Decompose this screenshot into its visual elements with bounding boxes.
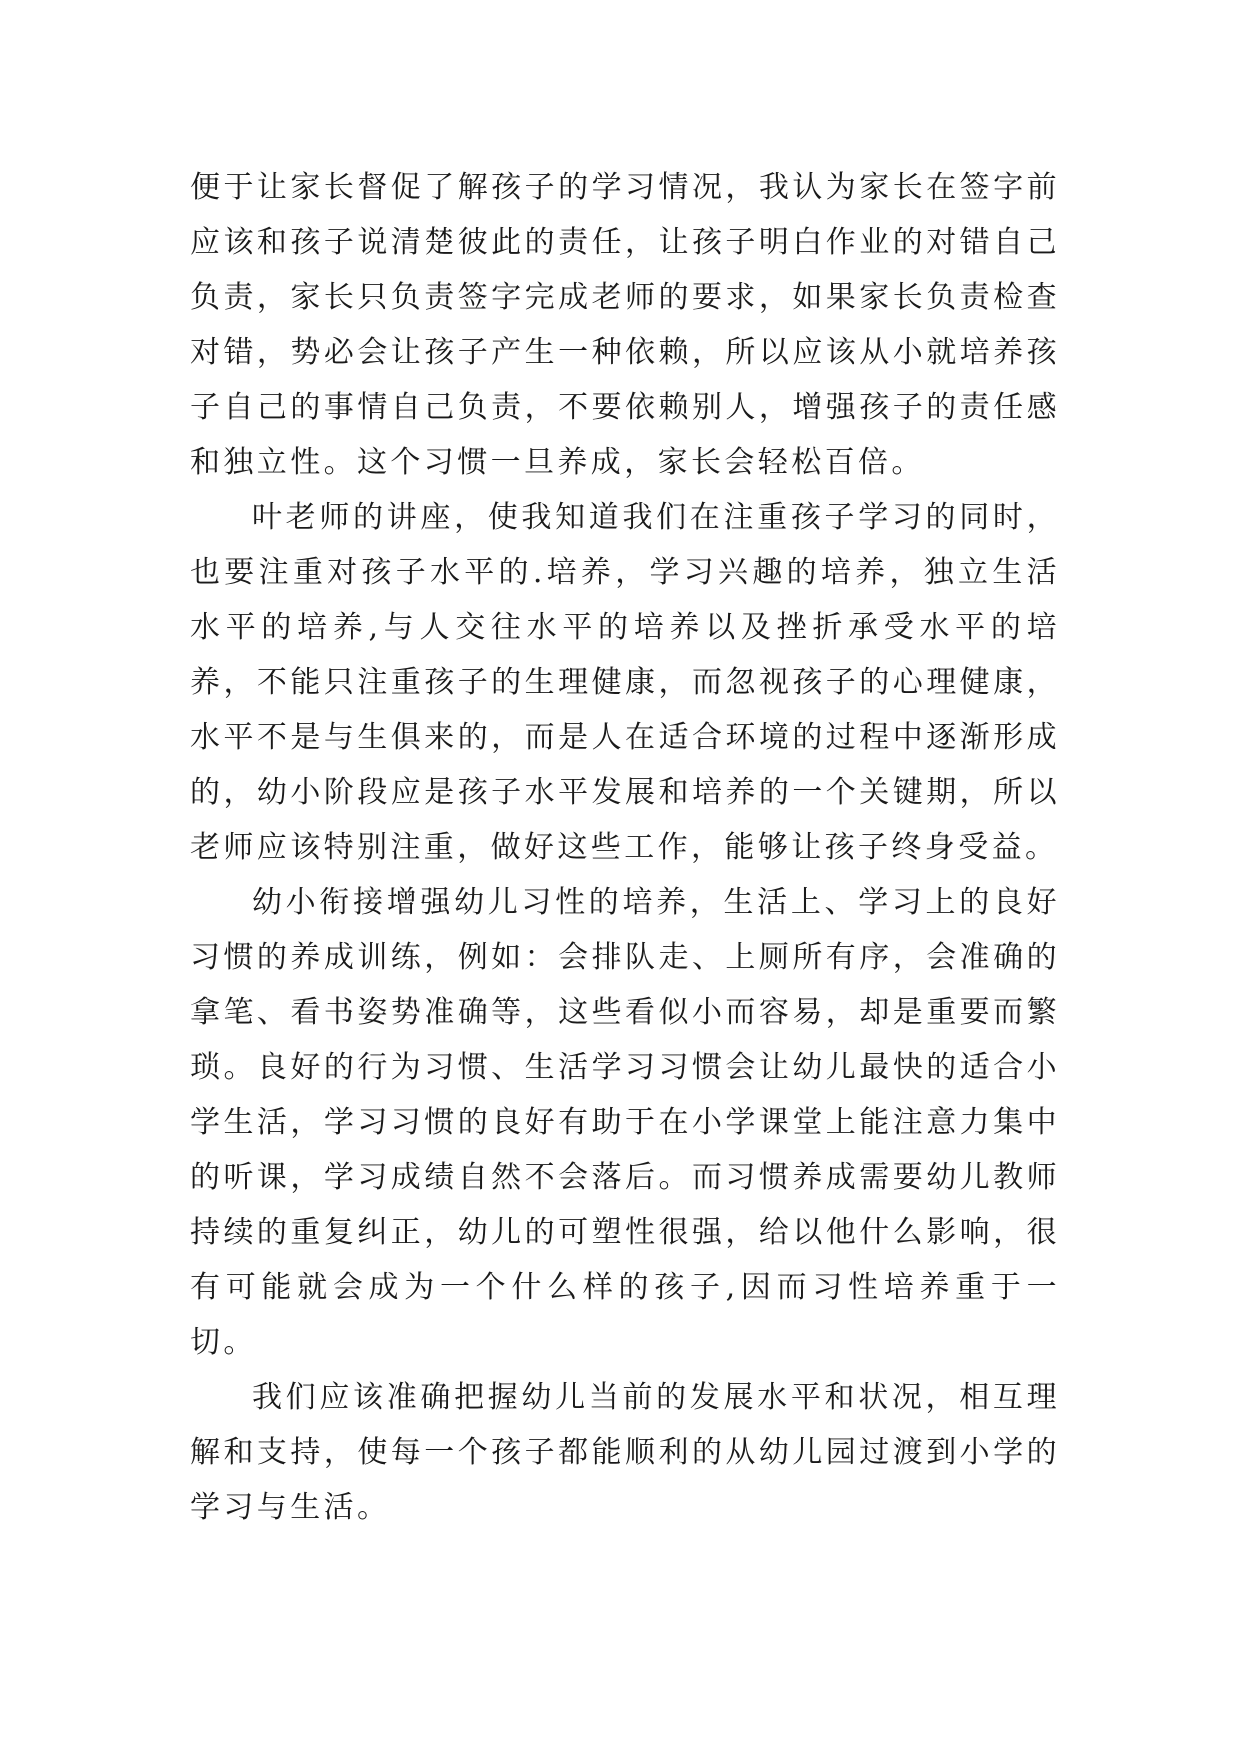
paragraph-1: 便于让家长督促了解孩子的学习情况，我认为家长在签字前应该和孩子说清楚彼此的责任，让孩子明白作业的对错自己负责，家长只负责签字完成老师的要求，如果家长负责检查对错，势必会让孩子产生一种依赖，所以应该从小就培养孩子自己的事情自己负责，不要依赖别人，增强孩子的责任感和独立性。这个习惯一旦养成，家长会轻松百倍。 — [190, 170, 1060, 480]
paragraph-2: 叶老师的讲座，使我知道我们在注重孩子学习的同时，也要注重对孩子水平的.培养，学习兴趣的培养，独立生活水平的培养,与人交往水平的培养以及挫折承受水平的培养，不能只注重孩子的生理健康，而忽视孩子的心理健康，水平不是与生俱来的，而是人在适合环境的过程中逐渐形成的，幼小阶段应是孩子水平发展和培养的一个关键期，所以老师应该特别注重，做好这些工作，能够让孩子终身受益。 — [190, 500, 1060, 865]
paragraph-4: 我们应该准确把握幼儿当前的发展水平和状况，相互理解和支持，使每一个孩子都能顺利的从幼儿园过渡到小学的学习与生活。 — [190, 1380, 1060, 1525]
paragraph-3: 幼小衔接增强幼儿习性的培养，生活上、学习上的良好习惯的养成训练，例如：会排队走、上厕所有序，会准确的拿笔、看书姿势准确等，这些看似小而容易，却是重要而繁琐。良好的行为习惯、生活学习习惯会让幼儿最快的适合小学生活，学习习惯的良好有助于在小学课堂上能注意力集中的听课，学习成绩自然不会落后。而习惯养成需要幼儿教师持续的重复纠正，幼儿的可塑性很强，给以他什么影响，很有可能就会成为一个什么样的孩子,因而习性培养重于一切。 — [190, 885, 1060, 1360]
document-body — [190, 160, 1060, 1535]
